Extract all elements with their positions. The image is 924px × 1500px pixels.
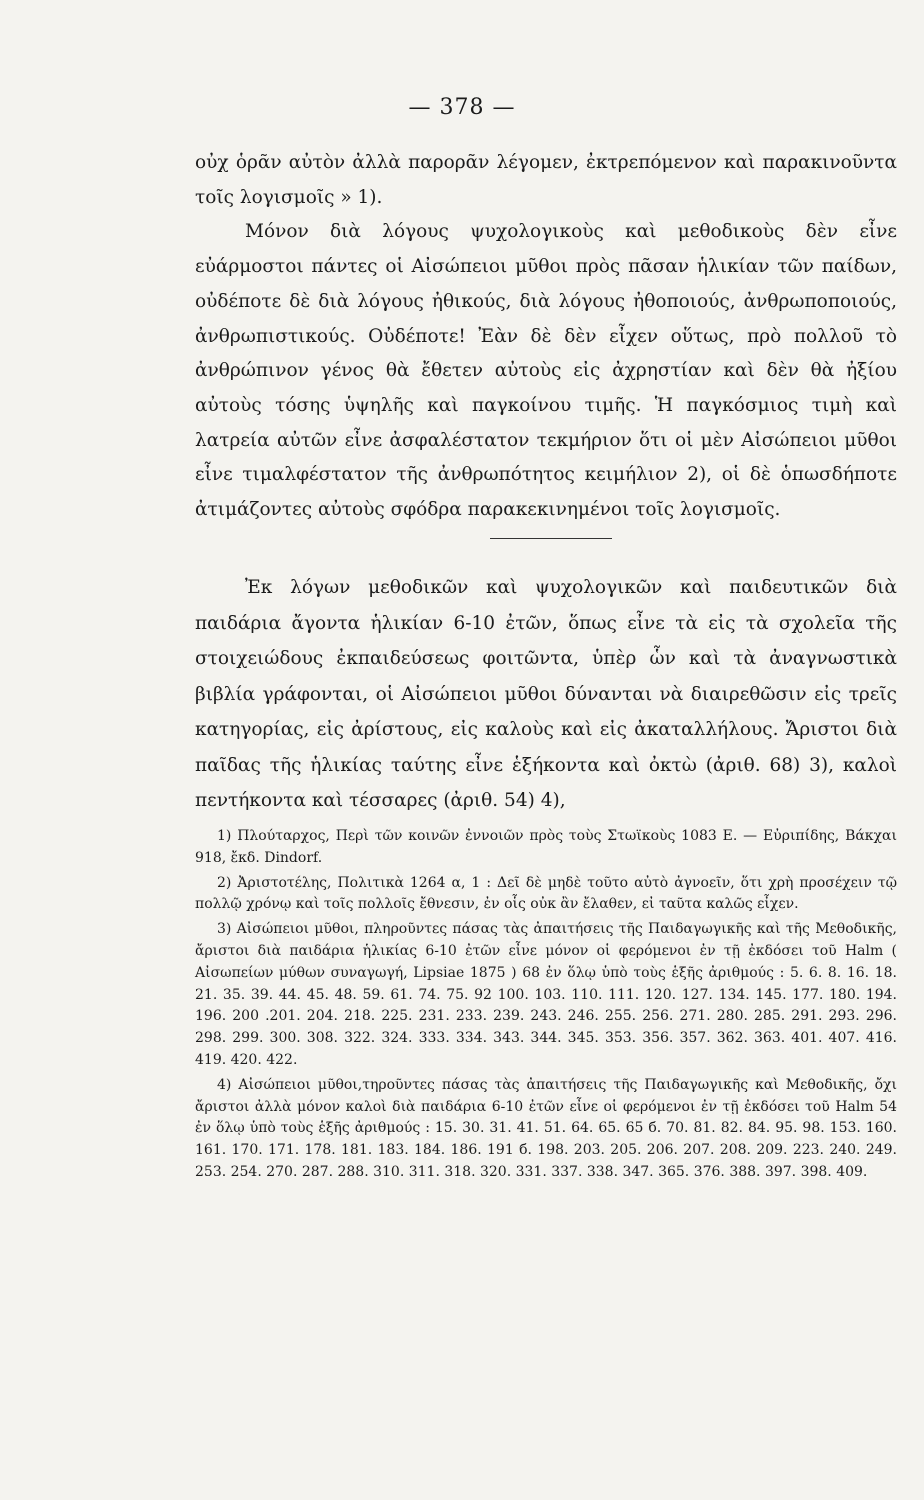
footnote-2: 2) Ἀριστοτέλης, Πολιτικὰ 1264 α, 1 : Δεῖ δὲ μηδὲ τοῦτο αὐτὸ ἀγνοεῖν, ὅτι χρὴ προσέχειν τῷ πολλῷ χρόνῳ καὶ τοῖς πολλοῖς ἔθνεσιν, ἐν οἷς οὐκ ἂν ἔλαθεν, εἰ ταῦτα καλῶς εἶχεν. — [195, 874, 897, 913]
paragraph-categories: Ἐκ λόγων μεθοδικῶν καὶ ψυχολογικῶν καὶ παιδευτικῶν διὰ παιδάρια ἄγοντα ἡλικίαν 6-10 ἐτῶν, ὅπως εἶνε τὰ εἰς τὰ σχολεῖα τῆς στοιχειώδους ἐκπαιδεύσεως φοιτῶντα, ὑπὲρ ὧν καὶ τὰ ἀναγνωστικὰ βιβλία γράφονται, οἱ Αἰσώπειοι μῦθοι δύνανται νὰ διαιρεθῶσιν εἰς τρεῖς κατηγορίας, εἰς ἀρίστους, εἰς καλοὺς καὶ εἰς ἀκαταλλήλους. Ἄριστοι διὰ παῖδας τῆς ἡλικίας ταύτης εἶνε ἑξήκοντα καὶ ὀκτὼ (ἀριθ. 68) 3), καλοὶ πεντήκοντα καὶ τέσσαρες (ἀριθ. 54) 4), — [195, 577, 897, 811]
footnotes — [195, 826, 897, 1184]
main-text — [195, 146, 897, 528]
footnote-3: 3) Αἰσώπειοι μῦθοι, πληροῦντες πάσας τὰς ἀπαιτήσεις τῆς Παιδαγωγικῆς καὶ τῆς Μεθοδικῆς, ἄριστοι διὰ παιδάρια ἡλικίας 6-10 ἐτῶν εἶνε μόνον οἱ φερόμενοι ἐν τῇ ἐκδόσει τοῦ Halm ( Αἰσωπείων μύθων συναγωγή, Lipsiae 1875 ) 68 ἐν ὅλῳ ὑπὸ τοὺς ἑξῆς ἀριθμούς : 5. 6. 8. 16. 18. 21. 35. 39. 44. 45. 48. 59. 61. 74. 75. 92 100. 103. 110. 111. 120. 127. 134. 145. 177. 180. 194. 196. 200 .201. 204. 218. 225. 231. 233. 239. 243. 246. 255. 256. 271. 280. 285. 291. 293. 296. 298. 299. 300. 308. 322. 324. 333. 334. 343. 344. 345. 353. 356. 357. 362. 363. 401. 407. 416. 419. 420. 422. — [195, 921, 897, 1068]
paragraph-aesop-fables: Μόνον διὰ λόγους ψυχολογικοὺς καὶ μεθοδικοὺς δὲν εἶνε εὐάρμοστοι πάντες οἱ Αἰσώπειοι μῦθοι πρὸς πᾶσαν ἡλικίαν τῶν παίδων, οὐδέποτε δὲ διὰ λόγους ἠθικούς, διὰ λόγους ἠθοποιούς, ἀνθρωποποιούς, ἀνθρωπιστικούς. Οὐδέποτε! Ἐὰν δὲ δὲν εἶχεν οὕτως, πρὸ πολλοῦ τὸ ἀνθρώπινον γένος θὰ ἔθετεν αὐτοὺς εἰς ἀχρηστίαν καὶ δὲν θὰ ἠξίου αὐτοὺς τόσης ὑψηλῆς καὶ παγκοίνου τιμῆς. Ἡ παγκόσμιος τιμὴ καὶ λατρεία αὐτῶν εἶνε ἀσφαλέστατον τεκμήριον ὅτι οἱ μὲν Αἰσώπειοι μῦθοι εἶνε τιμαλφέστατον τῆς ἀνθρωπότητος κειμήλιον 2), οἱ δὲ ὁπωσδήποτε ἀτιμάζοντες αὐτοὺς σφόδρα παρακεκινημένοι τοῖς λογισμοῖς. — [195, 221, 897, 521]
footnote-1: 1) Πλούταρχος, Περὶ τῶν κοινῶν ἐννοιῶν πρὸς τοὺς Στωϊκοὺς 1083 Ε. — Εὐριπίδης, Βάκχαι 918, ἔκδ. Dindorf. — [195, 828, 897, 866]
section-text — [195, 570, 897, 819]
page-number: — 378 — — [408, 95, 516, 120]
paragraph-continuation: οὐχ ὁρᾶν αὐτὸν ἀλλὰ παρορᾶν λέγομεν, ἐκτρεπόμενον καὶ παρακινοῦντα τοῖς λογισμοῖς » 1). — [195, 152, 897, 208]
footnote-4: 4) Αἰσώπειοι μῦθοι,τηροῦντες πάσας τὰς ἀπαιτήσεις τῆς Παιδαγωγικῆς καὶ Μεθοδικῆς, ὄχι ἄριστοι ἀλλὰ μόνον καλοὶ διὰ παιδάρια 6-10 ἐτῶν εἶνε οἱ φερόμενοι ἐν τῇ ἐκδόσει τοῦ Halm 54 ἐν ὅλῳ ὑπὸ τοὺς ἑξῆς ἀριθμούς : 15. 30. 31. 41. 51. 64. 65. 65 б. 70. 81. 82. 84. 95. 98. 153. 160. 161. 170. 171. 178. 181. 183. 184. 186. 191 б. 198. 203. 205. 206. 207. 208. 209. 223. 240. 249. 253. 254. 270. 287. 288. 310. 311. 318. 320. 331. 337. 338. 347. 365. 376. 388. 397. 398. 409. — [195, 1076, 897, 1180]
section-divider — [490, 538, 612, 539]
